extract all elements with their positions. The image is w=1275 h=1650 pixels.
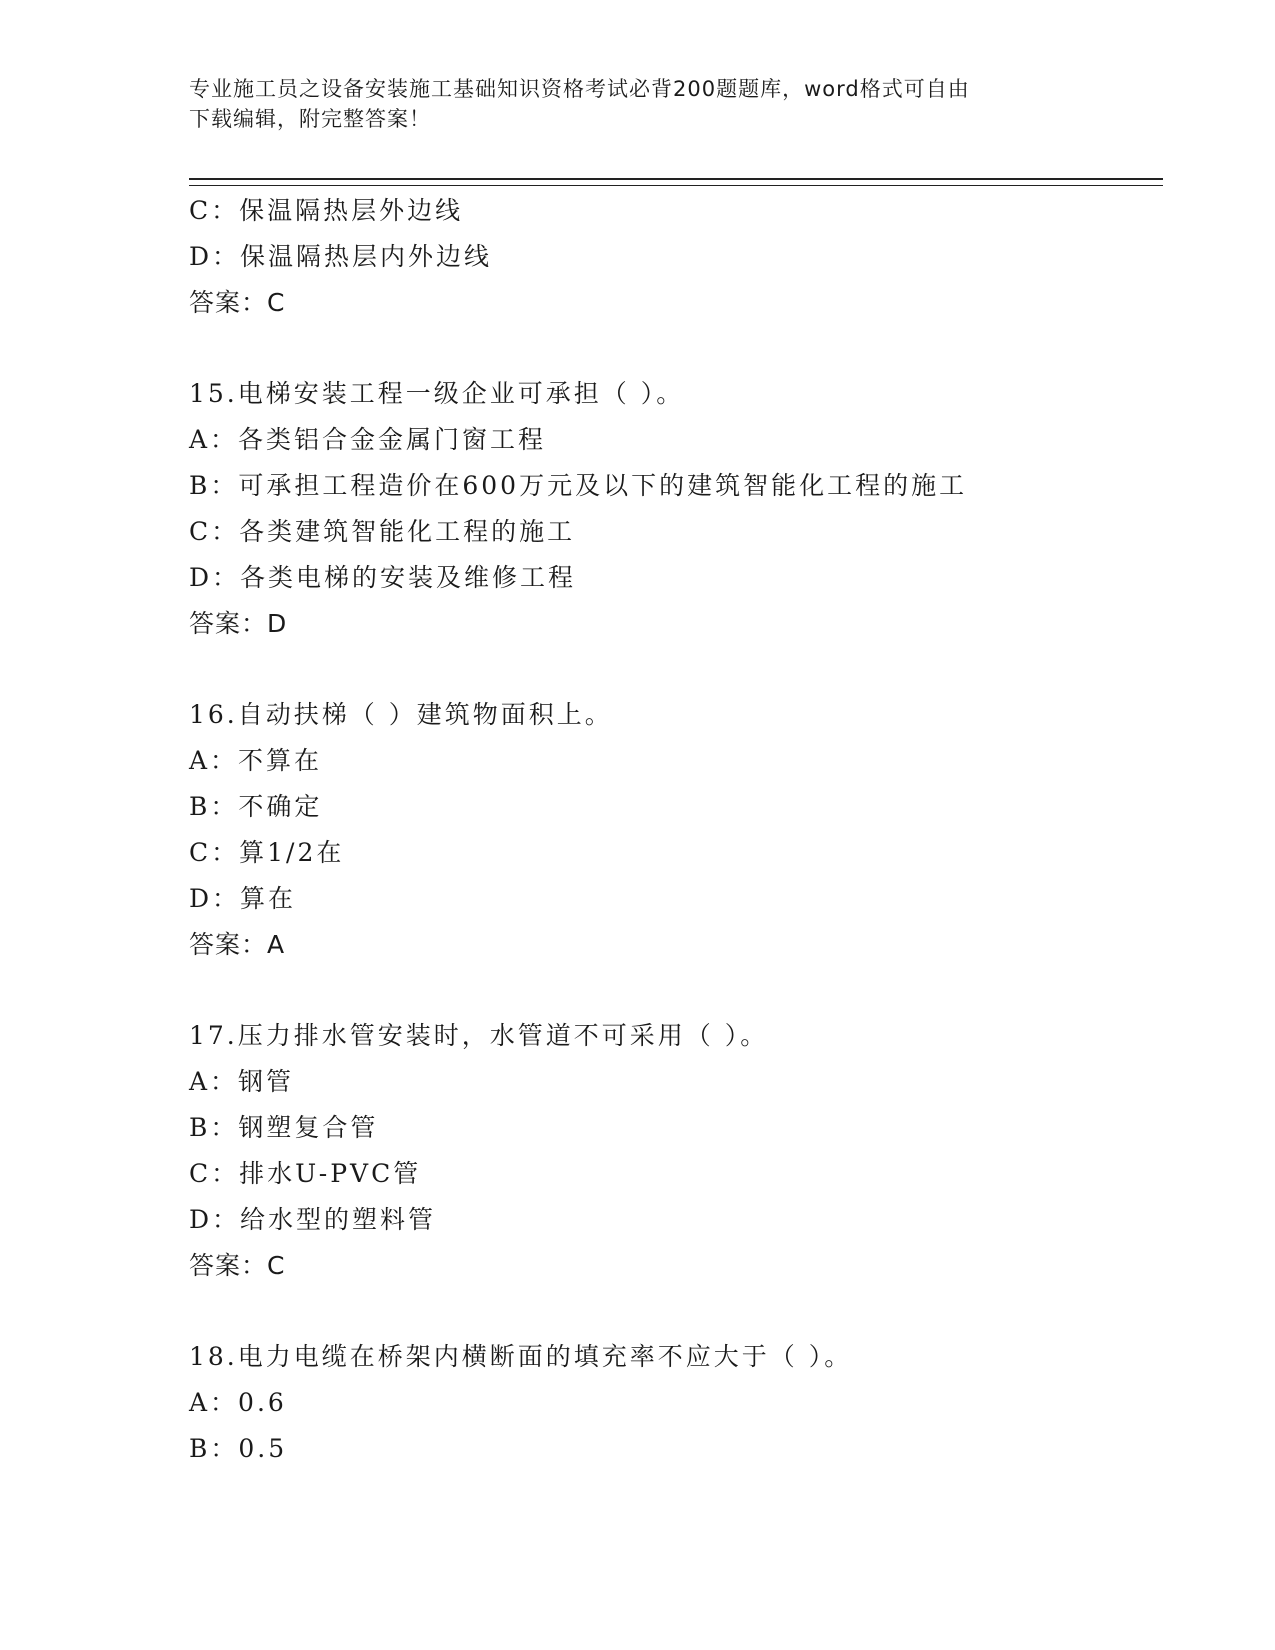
page-header [189, 74, 1089, 134]
header-divider [189, 178, 1163, 186]
option-d: D：给水型的塑料管 [189, 1205, 437, 1234]
option-d: D：各类电梯的安装及维修工程 [189, 563, 577, 592]
option-b: B：0.5 [189, 1434, 288, 1463]
option-c: C：各类建筑智能化工程的施工 [189, 517, 576, 546]
header-line-1: 专业施工员之设备安装施工基础知识资格考试必背200题题库，word格式可自由 [189, 77, 970, 101]
question-continued [189, 188, 1163, 326]
option-b: B：钢塑复合管 [189, 1113, 379, 1142]
spacer [189, 326, 1163, 371]
answer-line: 答案：C [189, 288, 286, 317]
question-17 [189, 1013, 1163, 1289]
question-stem: 18.电力电缆在桥架内横断面的填充率不应大于（ ）。 [189, 1342, 853, 1371]
spacer [189, 1289, 1163, 1334]
question-15 [189, 371, 1163, 647]
question-18 [189, 1334, 1163, 1472]
option-c: C：算1/2在 [189, 838, 345, 867]
answer-line: 答案：D [189, 609, 288, 638]
question-16 [189, 692, 1163, 968]
option-a: A：各类铝合金金属门窗工程 [189, 425, 547, 454]
option-a: A：钢管 [189, 1067, 295, 1096]
option-a: A：不算在 [189, 746, 323, 775]
question-stem: 16.自动扶梯（ ）建筑物面积上。 [189, 700, 613, 729]
option-c: C：排水U-PVC管 [189, 1159, 422, 1188]
option-b: B：可承担工程造价在600万元及以下的建筑智能化工程的施工 [189, 471, 968, 500]
option-d: D：保温隔热层内外边线 [189, 242, 493, 271]
header-line-2: 下载编辑，附完整答案！ [189, 107, 431, 131]
answer-line: 答案：A [189, 930, 286, 959]
answer-line: 答案：C [189, 1251, 286, 1280]
option-b: B：不确定 [189, 792, 323, 821]
option-a: A：0.6 [189, 1388, 287, 1417]
question-list [189, 188, 1163, 1472]
spacer [189, 968, 1163, 1013]
question-stem: 15.电梯安装工程一级企业可承担（ ）。 [189, 379, 685, 408]
spacer [189, 647, 1163, 692]
option-c: C：保温隔热层外边线 [189, 196, 464, 225]
option-d: D：算在 [189, 884, 297, 913]
question-stem: 17.压力排水管安装时，水管道不可采用（ ）。 [189, 1021, 769, 1050]
